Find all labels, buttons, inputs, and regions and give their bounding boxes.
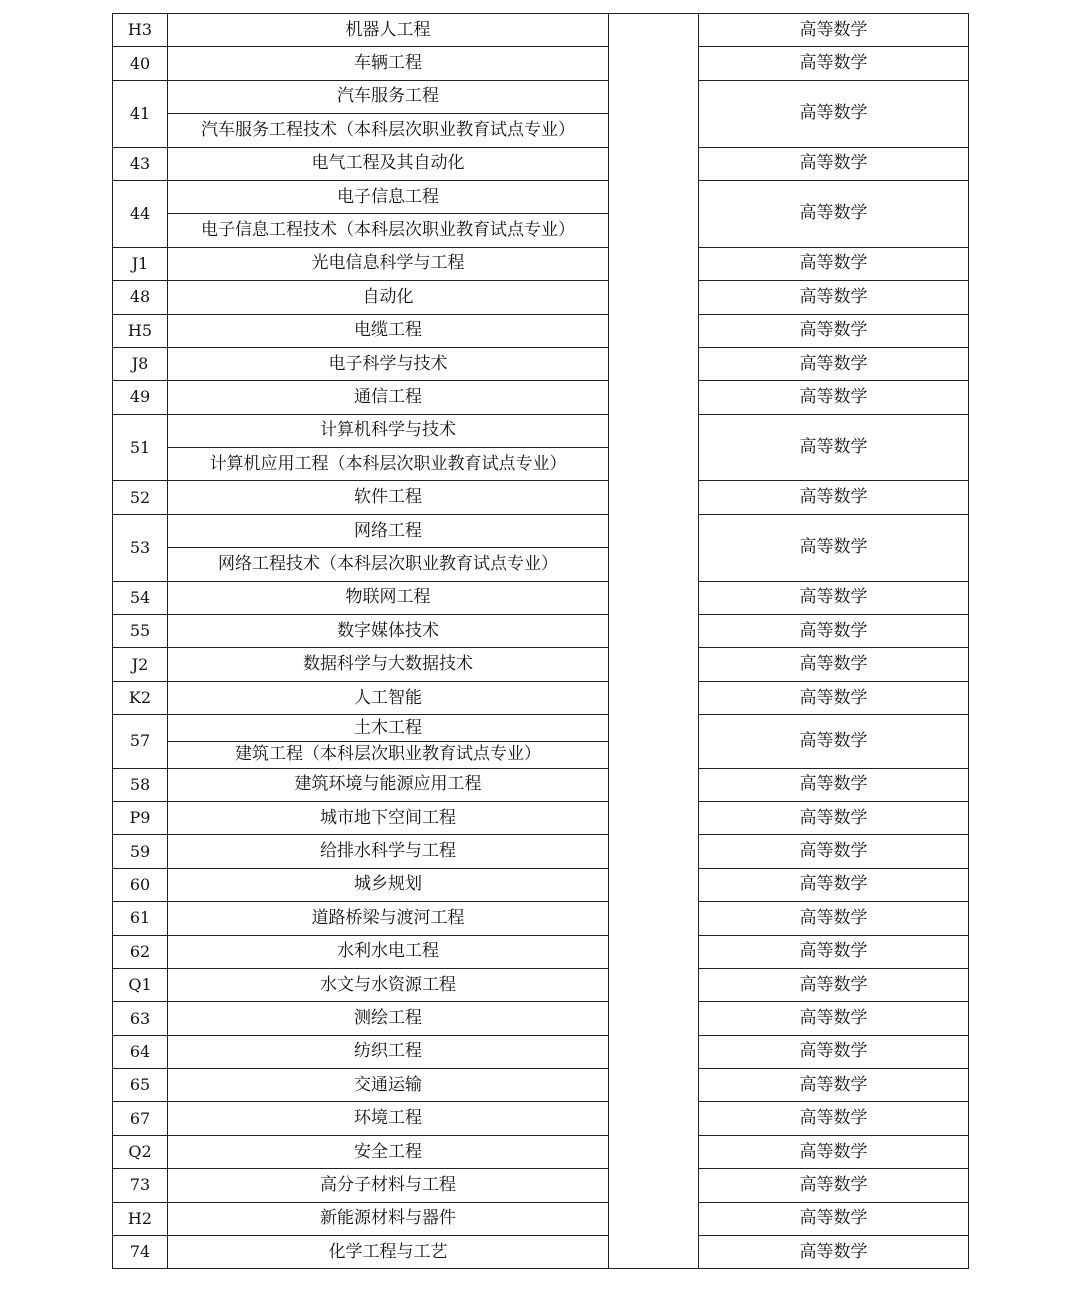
table-row	[113, 180, 969, 213]
major-code-cell: J8	[113, 347, 168, 380]
table-row	[113, 681, 969, 714]
exam-subject-cell: 高等数学	[699, 968, 969, 1001]
table-row	[113, 768, 969, 801]
exam-subject-cell: 高等数学	[699, 1236, 969, 1269]
major-name-cell: 环境工程	[168, 1102, 609, 1135]
blank-column-cell	[609, 14, 699, 1269]
exam-subject-cell: 高等数学	[699, 381, 969, 414]
table-row	[113, 1102, 969, 1135]
exam-subject-cell: 高等数学	[699, 314, 969, 347]
major-code-cell: 51	[113, 414, 168, 481]
major-name-cell: 土木工程	[168, 715, 609, 742]
table-row	[113, 47, 969, 80]
table-row	[113, 481, 969, 514]
table-row	[113, 381, 969, 414]
major-name-cell: 电子科学与技术	[168, 347, 609, 380]
major-code-cell: H5	[113, 314, 168, 347]
major-name-cell: 光电信息科学与工程	[168, 247, 609, 280]
table-row	[113, 14, 969, 47]
exam-subject-cell: 高等数学	[699, 615, 969, 648]
major-name-cell: 数字媒体技术	[168, 615, 609, 648]
major-code-cell: H2	[113, 1202, 168, 1235]
exam-subject-cell: 高等数学	[699, 648, 969, 681]
table-row	[113, 1236, 969, 1269]
major-code-cell: Q2	[113, 1135, 168, 1168]
major-code-cell: 40	[113, 47, 168, 80]
table-row	[113, 868, 969, 901]
major-name-cell: 道路桥梁与渡河工程	[168, 902, 609, 935]
exam-subject-cell: 高等数学	[699, 281, 969, 314]
exam-subject-cell: 高等数学	[699, 801, 969, 834]
major-name-cell: 自动化	[168, 281, 609, 314]
table-row	[113, 514, 969, 547]
exam-subject-cell: 高等数学	[699, 1202, 969, 1235]
table-row	[113, 1035, 969, 1068]
table-row	[113, 281, 969, 314]
major-code-cell: 57	[113, 715, 168, 768]
table-row	[113, 1002, 969, 1035]
major-name-cell: 水利水电工程	[168, 935, 609, 968]
major-name-cell: 机器人工程	[168, 14, 609, 47]
exam-subject-cell: 高等数学	[699, 1035, 969, 1068]
table-row	[113, 1169, 969, 1202]
exam-subject-cell: 高等数学	[699, 715, 969, 768]
exam-subject-cell: 高等数学	[699, 581, 969, 614]
major-name-cell: 电缆工程	[168, 314, 609, 347]
major-code-cell: 55	[113, 615, 168, 648]
exam-subject-cell: 高等数学	[699, 414, 969, 481]
table-row	[113, 1135, 969, 1168]
major-name-cell: 物联网工程	[168, 581, 609, 614]
table-row	[113, 968, 969, 1001]
major-code-cell: 64	[113, 1035, 168, 1068]
major-code-cell: 63	[113, 1002, 168, 1035]
table-row	[113, 80, 969, 113]
major-code-cell: K2	[113, 681, 168, 714]
major-name-cell: 建筑工程（本科层次职业教育试点专业）	[168, 741, 609, 768]
major-name-cell: 交通运输	[168, 1069, 609, 1102]
exam-subject-cell: 高等数学	[699, 14, 969, 47]
major-code-cell: H3	[113, 14, 168, 47]
major-code-cell: P9	[113, 801, 168, 834]
major-code-cell: 67	[113, 1102, 168, 1135]
major-name-cell: 计算机科学与技术	[168, 414, 609, 447]
major-code-cell: 44	[113, 180, 168, 247]
major-code-cell: 61	[113, 902, 168, 935]
table-body	[113, 14, 969, 1269]
major-name-cell: 纺织工程	[168, 1035, 609, 1068]
major-code-cell: Q1	[113, 968, 168, 1001]
major-code-cell: 54	[113, 581, 168, 614]
major-name-cell: 新能源材料与器件	[168, 1202, 609, 1235]
exam-subject-cell: 高等数学	[699, 1135, 969, 1168]
major-name-cell: 电子信息工程技术（本科层次职业教育试点专业）	[168, 214, 609, 247]
exam-subject-cell: 高等数学	[699, 180, 969, 247]
major-name-cell: 汽车服务工程技术（本科层次职业教育试点专业）	[168, 114, 609, 147]
table-row	[113, 581, 969, 614]
major-code-cell: 43	[113, 147, 168, 180]
major-name-cell: 电子信息工程	[168, 180, 609, 213]
table-row	[113, 648, 969, 681]
table-row	[113, 347, 969, 380]
major-name-cell: 汽车服务工程	[168, 80, 609, 113]
major-code-cell: 73	[113, 1169, 168, 1202]
major-name-cell: 城市地下空间工程	[168, 801, 609, 834]
exam-subject-cell: 高等数学	[699, 935, 969, 968]
exam-subject-cell: 高等数学	[699, 147, 969, 180]
major-code-cell: 62	[113, 935, 168, 968]
major-code-cell: 41	[113, 80, 168, 147]
exam-subject-cell: 高等数学	[699, 47, 969, 80]
major-name-cell: 测绘工程	[168, 1002, 609, 1035]
major-name-cell: 城乡规划	[168, 868, 609, 901]
major-code-cell: 59	[113, 835, 168, 868]
major-name-cell: 电气工程及其自动化	[168, 147, 609, 180]
table-row	[113, 414, 969, 447]
major-name-cell: 通信工程	[168, 381, 609, 414]
major-name-cell: 建筑环境与能源应用工程	[168, 768, 609, 801]
exam-subject-cell: 高等数学	[699, 1069, 969, 1102]
major-name-cell: 网络工程技术（本科层次职业教育试点专业）	[168, 548, 609, 581]
major-code-cell: J1	[113, 247, 168, 280]
table-row	[113, 147, 969, 180]
exam-subject-cell: 高等数学	[699, 1002, 969, 1035]
table-row	[113, 615, 969, 648]
exam-subject-cell: 高等数学	[699, 80, 969, 147]
exam-subject-cell: 高等数学	[699, 481, 969, 514]
exam-subject-cell: 高等数学	[699, 681, 969, 714]
major-code-cell: 60	[113, 868, 168, 901]
exam-subject-cell: 高等数学	[699, 1102, 969, 1135]
major-name-cell: 水文与水资源工程	[168, 968, 609, 1001]
table-row	[113, 835, 969, 868]
table-row	[113, 715, 969, 742]
table-row	[113, 314, 969, 347]
major-name-cell: 网络工程	[168, 514, 609, 547]
table-row	[113, 1069, 969, 1102]
major-name-cell: 软件工程	[168, 481, 609, 514]
major-code-cell: J2	[113, 648, 168, 681]
major-code-cell: 48	[113, 281, 168, 314]
major-name-cell: 数据科学与大数据技术	[168, 648, 609, 681]
major-code-cell: 52	[113, 481, 168, 514]
exam-subject-cell: 高等数学	[699, 902, 969, 935]
major-name-cell: 人工智能	[168, 681, 609, 714]
major-code-cell: 53	[113, 514, 168, 581]
major-code-cell: 74	[113, 1236, 168, 1269]
major-code-cell: 49	[113, 381, 168, 414]
major-name-cell: 安全工程	[168, 1135, 609, 1168]
exam-subject-cell: 高等数学	[699, 768, 969, 801]
major-subject-table	[112, 13, 969, 1269]
exam-subject-cell: 高等数学	[699, 347, 969, 380]
major-code-cell: 58	[113, 768, 168, 801]
table-row	[113, 247, 969, 280]
exam-subject-cell: 高等数学	[699, 835, 969, 868]
exam-subject-cell: 高等数学	[699, 868, 969, 901]
major-code-cell: 65	[113, 1069, 168, 1102]
major-name-cell: 给排水科学与工程	[168, 835, 609, 868]
table-row	[113, 1202, 969, 1235]
major-name-cell: 化学工程与工艺	[168, 1236, 609, 1269]
table-row	[113, 801, 969, 834]
exam-subject-cell: 高等数学	[699, 247, 969, 280]
major-name-cell: 计算机应用工程（本科层次职业教育试点专业）	[168, 448, 609, 481]
major-name-cell: 车辆工程	[168, 47, 609, 80]
exam-subject-cell: 高等数学	[699, 1169, 969, 1202]
exam-subject-cell: 高等数学	[699, 514, 969, 581]
table-row	[113, 902, 969, 935]
major-name-cell: 高分子材料与工程	[168, 1169, 609, 1202]
table-row	[113, 935, 969, 968]
